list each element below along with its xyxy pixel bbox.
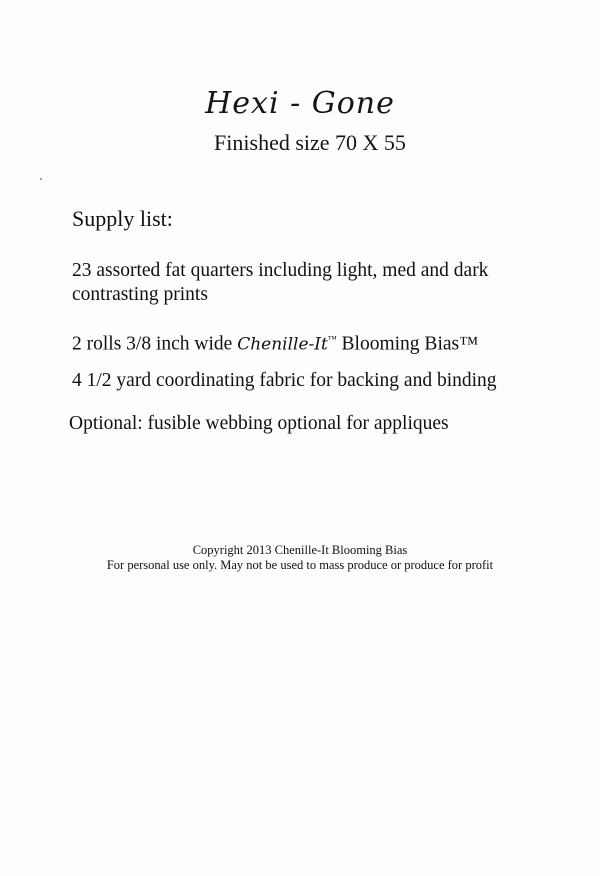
pattern-title: Hexi - Gone <box>205 86 395 121</box>
supply-item-backing: 4 1/2 yard coordinating fabric for backing and binding <box>72 370 497 391</box>
brand-name: Chenille-It <box>237 334 328 355</box>
supply-item-fat-quarters: 23 assorted fat quarters including light, med and dark contrasting prints <box>72 260 489 305</box>
bias-prefix: 2 rolls 3/8 inch wide <box>72 333 238 355</box>
bias-suffix: Blooming Bias™ <box>336 333 479 355</box>
supply-list-heading: Supply list: <box>72 206 173 231</box>
supply-item-bias <box>72 327 572 357</box>
finished-size: Finished size 70 X 55 <box>214 130 406 155</box>
speck-mark <box>40 178 42 180</box>
copyright-footer <box>0 543 600 573</box>
brand-trademark: ™ <box>327 334 337 344</box>
supply-item-optional: Optional: fusible webbing optional for appliques <box>69 413 449 434</box>
copyright-line: Copyright 2013 Chenille-It Blooming Bias <box>192 543 408 557</box>
usage-line: For personal use only. May not be used to mass produce or produce for profit <box>106 558 494 572</box>
